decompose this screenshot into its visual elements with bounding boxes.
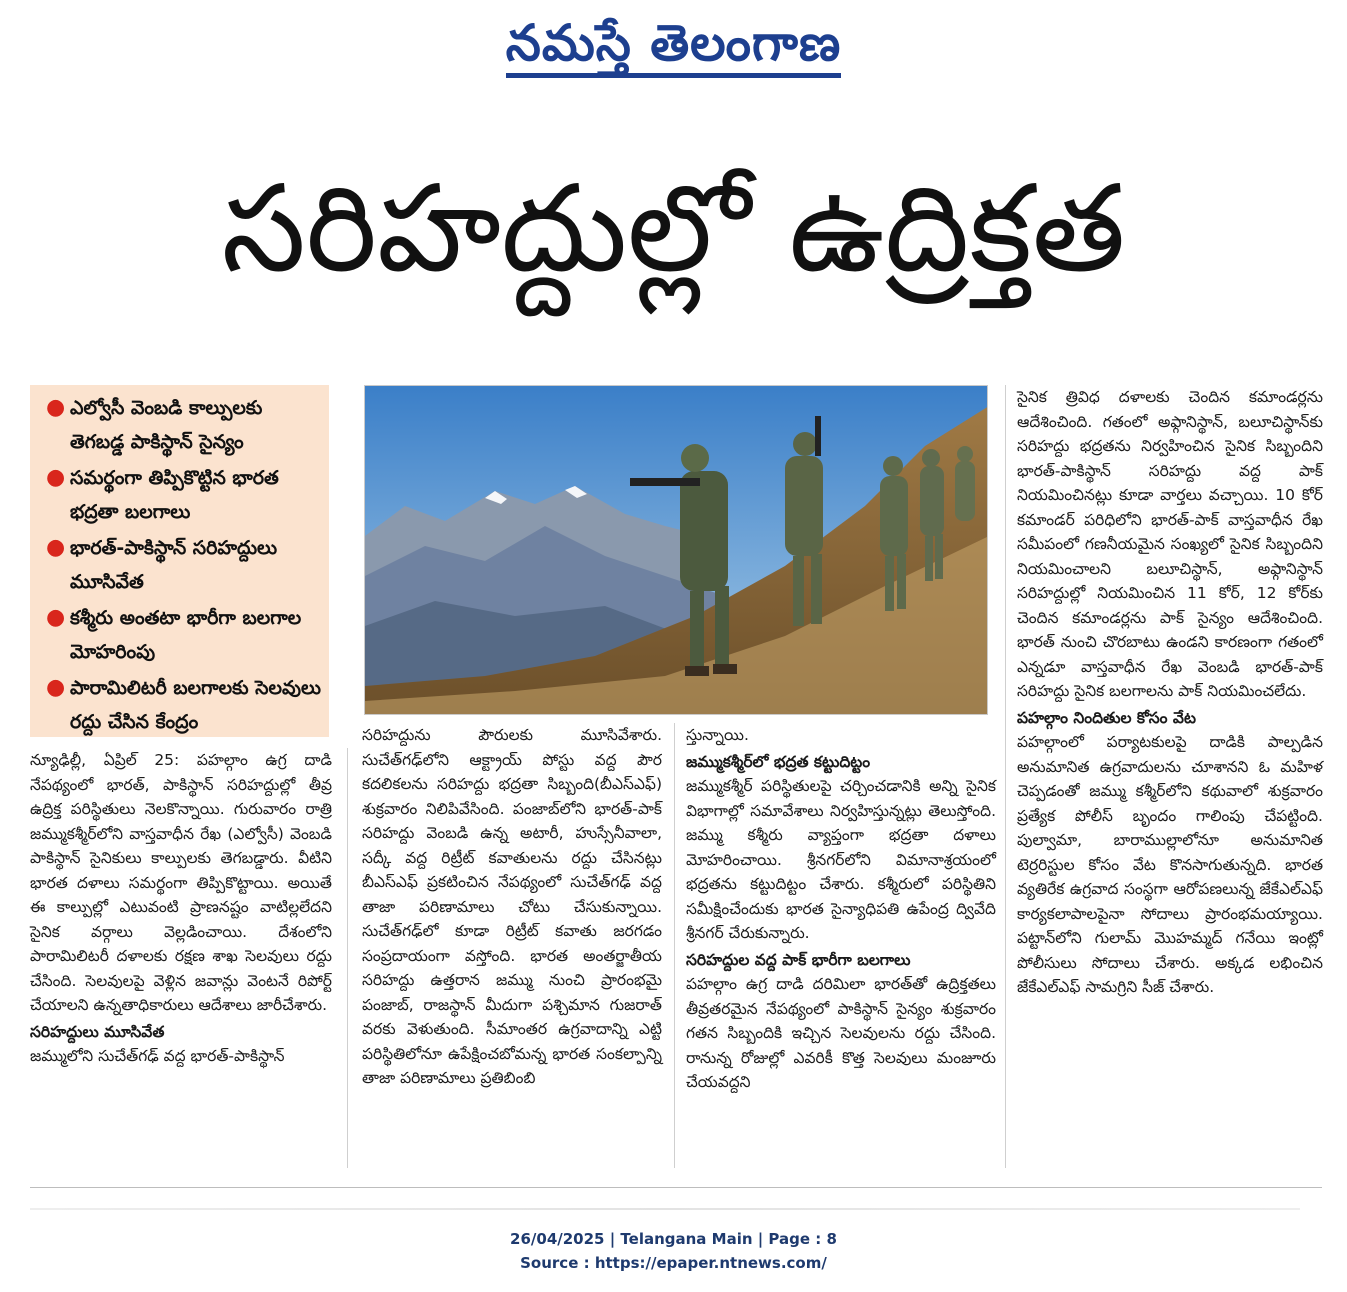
masthead-title: నమస్తే తెలంగాణ (506, 13, 842, 78)
article-column-1 (30, 748, 332, 1069)
column-divider (1005, 385, 1006, 1168)
bullet-icon: ● (46, 465, 66, 490)
bullet-icon: ● (46, 395, 66, 420)
paragraph: న్యూఢిల్లీ, ఏప్రిల్ 25: పహల్గాం ఉగ్ర దాడి నేపథ్యంలో భారత్, పాకిస్థాన్ సరిహద్దుల్లో తీవ్ర ఉద్రిక్త పరిస్థితులు నెలకొన్నాయి. గురువారం రాత్రి జమ్ముకశ్మీర్‌లోని వాస్తవాధీన రేఖ (ఎల్వోసీ) వెంబడి పాకిస్థాన్ సైనికులు కాల్పులకు తెగబడ్డారు. వీటిని భారత దళాలు సమర్థంగా తిప్పికొట్టాయి. అయితే ఈ కాల్పుల్లో ఎటువంటి ప్రాణనష్టం వాటిల్లలేదని సైనిక వర్గాలు వెల్లడించాయి. దేశంలోని పారామిలిటరీ దళాలకు రక్షణ శాఖ సెలవులు రద్దు చేసింది. సెలవులపై వెళ్లిన జవాన్లు వెంటనే రిపోర్ట్ చేయాలని ఉన్నతాధికారులు ఆదేశాలు జారీచేశారు. (30, 751, 332, 1014)
article-column-4 (1017, 385, 1323, 1000)
article-column-2 (362, 723, 662, 1091)
footer-source: Source : https://epaper.ntnews.com/ (520, 1254, 827, 1272)
column-divider (347, 748, 348, 1168)
paragraph: సరిహద్దును పౌరులకు మూసివేశారు. సుచేత్‌గఢ్‌లోని ఆక్ట్రాయ్ పోస్టు వద్ద పౌర కదలికలను సరిహద్దు భద్రతా సిబ్బంది(బీఎస్ఎఫ్) శుక్రవారం నిలిపివేసింది. పంజాబ్‌లోని భారత్-పాక్ సరిహద్దు వెంబడి ఉన్న అటారీ, హుస్సేనీవాలా, సద్కీ వద్ద రిట్రీట్ కవాతులను రద్దు చేసినట్లు బీఎస్ఎఫ్ ప్రకటించిన నేపథ్యంలో సుచేత్‌గఢ్ వద్ద తాజా పరిణామాలు చోటు చేసుకున్నాయి. సుచేత్‌గఢ్‌లో కూడా రిట్రీట్ కవాతు జరగడం సంప్రదాయంగా వస్తోంది. భారత అంతర్జాతీయ సరిహద్దు ఉత్తరాన జమ్ము నుంచి ప్రారంభమై పంజాబ్, రాజస్థాన్ మీదుగా పశ్చిమాన గుజరాత్ వరకు వెళుతుంది. సీమాంతర ఉగ్రవాదాన్ని ఎట్టి పరిస్థితిలోనూ ఉపేక్షించబోమన్న భారత సంకల్పాన్ని తాజా పరిణామాలు ప్రతిబింబి (362, 726, 662, 1087)
highlights-box (30, 385, 329, 737)
bottom-rule (30, 1187, 1322, 1188)
article-column-3 (686, 723, 996, 1095)
soldiers-photo-illustration (365, 386, 988, 715)
paragraph: సైనిక త్రివిధ దళాలకు చెందిన కమాండర్లను ఆదేశించింది. గతంలో అఫ్గానిస్థాన్, బలూచిస్థాన్‌కు సరిహద్దు భద్రతను నిర్వహించిన సైనిక సిబ్బందిని భారత్-పాకిస్థాన్ సరిహద్దు వద్ద పాక్ నియమించినట్లు కూడా వార్తలు వచ్చాయి. 10 కోర్ కమాండర్ పరిధిలోని భారత్-పాక్ వాస్తవాధీన రేఖ సమీపంలో గణనీయమైన సంఖ్యలో సైనిక సిబ్బందిని నియమించాలని బలూచిస్థాన్, అఫ్గానిస్థాన్ సరిహద్దుల్లో నియమించిన 11 కోర్, 12 కోర్‌కు చెందిన కమాండర్లను పాక్ సైన్యం ఆదేశించింది. భారత్ నుంచి చొరబాటు ఉండని కారణంగా గతంలో ఎన్నడూ వాస్తవాధీన రేఖ వెంబడి భారత్-పాక్ సరిహద్దు సైనిక బలగాలను పాక్ నియమించలేదు. (1017, 388, 1323, 700)
highlight-item: ● పారామిలిటరీ బలగాలకు సెలవులు రద్దు చేసిన కేంద్రం (40, 671, 323, 739)
bullet-icon: ● (46, 535, 66, 560)
paragraph: పహల్గాంలో పర్యాటకులపై దాడికి పాల్పడిన అనుమానిత ఉగ్రవాదులను చూశానని ఓ మహిళ చెప్పడంతో జమ్ము కశ్మీర్‌లోని కథువాలో శుక్రవారం ప్రత్యేక పోలీస్ బృందం గాలింపు చేపట్టింది. పుల్వామా, బారాముల్లాలోనూ అనుమానిత టెర్రరిస్టుల కోసం వేట కొనసాగుతున్నది. భారత వ్యతిరేక ఉగ్రవాద సంస్థగా ఆరోపణలున్న జేకేఎల్ఎఫ్ కార్యకలాపాలపైనా సోదాలు ప్రారంభమయ్యాయి. పట్టాన్‌లోని గులామ్ మొహమ్మద్ గనేయి ఇంట్లో పోలీసులు సోదాలు చేశారు. అక్కడ లభించిన జేకేఎల్ఎఫ్ సామగ్రిని సీజ్ చేశారు. (1017, 733, 1323, 996)
paragraph: పహల్గాం ఉగ్ర దాడి దరిమిలా భారత్‌తో ఉద్రిక్తతలు తీవ్రతరమైన నేపథ్యంలో పాకిస్థాన్ సైన్యం శుక్రవారం గతన సిబ్బందికి ఇచ్చిన సెలవులను రద్దు చేసింది. రానున్న రోజుల్లో ఎవరికీ కొత్త సెలవులు మంజూరు చేయవద్దని (686, 975, 996, 1091)
headline: సరిహద్దుల్లో ఉద్రిక్తత (221, 160, 1126, 299)
masthead (0, 8, 1347, 78)
bullet-icon: ● (46, 605, 66, 630)
subheading: జమ్ముకశ్మీర్‌లో భద్రత కట్టుదిట్టం (686, 752, 871, 771)
subheading: సరిహద్దులు మూసివేత (30, 1022, 165, 1041)
bottom-shadow-rule (30, 1208, 1300, 1210)
highlight-item: ● భారత్-పాకిస్థాన్ సరిహద్దులు మూసివేత (40, 531, 323, 599)
subheading: పహల్గాం నిందితుల కోసం వేట (1017, 708, 1196, 727)
paragraph: జమ్ముకశ్మీర్ పరిస్థితులపై చర్చించడానికి అన్ని సైనిక విభాగాల్లో సమావేశాలు నిర్వహిస్తున్నట్లు తెలుస్తోంది. జమ్ము కశ్మీరు వ్యాప్తంగా భద్రతా దళాలు మోహరించాయి. శ్రీనగర్‌లోని విమానాశ్రయంలో భద్రతను కట్టుదిట్టం చేశారు. కశ్మీరులో పరిస్థితిని సమీక్షించేందుకు భారత సైన్యాధిపతి ఉపేంద్ర ద్వివేది శ్రీనగర్ చేరుకున్నారు. (686, 777, 996, 942)
highlight-item: ● సమర్థంగా తిప్పికొట్టిన భారత భద్రతా బలగాలు (40, 461, 323, 529)
subheading: సరిహద్దుల వద్ద పాక్ భారీగా బలగాలు (686, 950, 911, 969)
highlight-item: ● ఎల్వోసీ వెంబడి కాల్పులకు తెగబడ్డ పాకిస్థాన్ సైన్యం (40, 391, 323, 459)
highlight-item: ● కశ్మీరు అంతటా భారీగా బలగాల మోహరింపు (40, 601, 323, 669)
column-divider (674, 723, 675, 1168)
paragraph: జమ్ములోని సుచేత్‌గఢ్ వద్ద భారత్-పాకిస్థాన్ (30, 1047, 285, 1065)
bullet-icon: ● (46, 675, 66, 700)
news-photo (364, 385, 988, 715)
footer-date-page: 26/04/2025 | Telangana Main | Page : 8 (510, 1230, 837, 1248)
paragraph: స్తున్నాయి. (686, 726, 749, 744)
